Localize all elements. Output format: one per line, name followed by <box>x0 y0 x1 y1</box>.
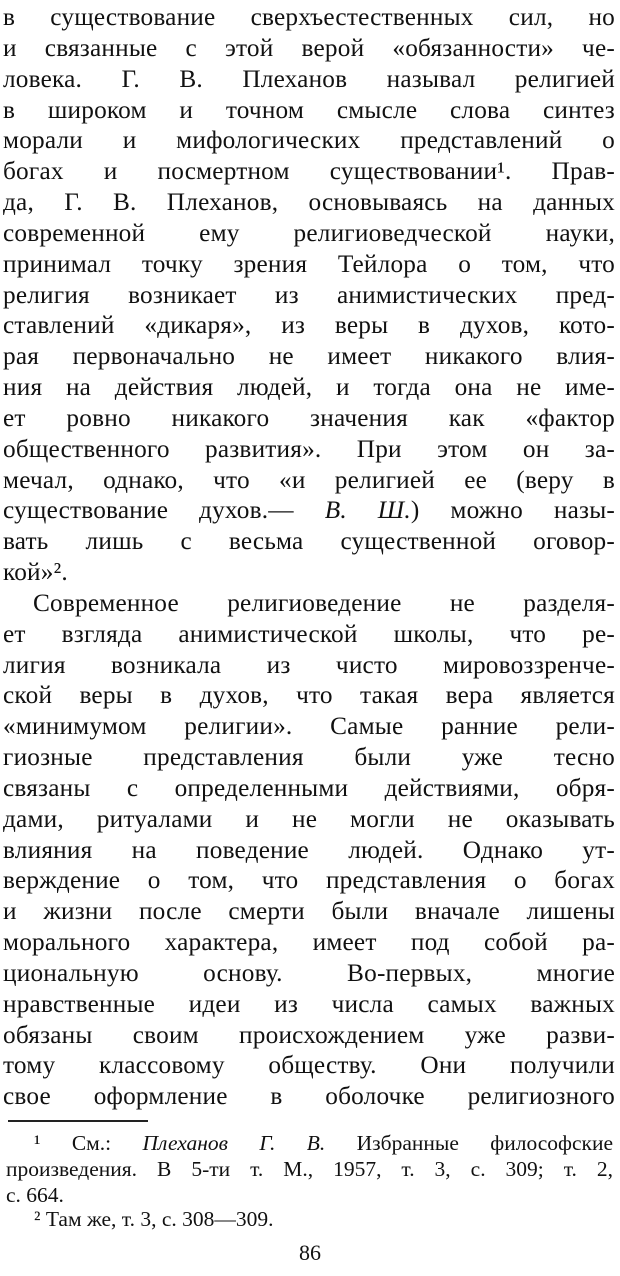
text-line: и жизни после смерти были вначале лишены <box>3 897 615 926</box>
text-line: обязаны своим происхождением уже разви- <box>3 1020 615 1049</box>
text-line: морали и мифологических представлений о <box>3 126 615 155</box>
page-number: 86 <box>299 1240 321 1265</box>
footnote-line: произведения. В 5-ти т. М., 1957, т. 3, с. 309; т. 2, <box>6 1157 613 1181</box>
text-line: да, Г. В. Плеханов, основываясь на данных <box>3 188 615 216</box>
text-line: религия возникает из анимистических пред- <box>3 280 615 309</box>
text-line: ской веры в духов, что такая вера является <box>3 681 615 710</box>
text-line: рая первоначально не имеет никакого влия- <box>3 342 615 371</box>
text-line: в широком и точном смысле слова синтез <box>3 95 615 124</box>
text-line: Современное религиоведение не разделя- <box>33 588 615 617</box>
text-line: гиозные представления были уже тесно <box>3 743 615 771</box>
italic-span: Плеханов Г. В. <box>142 1131 326 1155</box>
text-line: нравственные идеи из числа самых важных <box>3 989 615 1018</box>
text-line: современной ему религиоведческой науки, <box>3 218 615 247</box>
text-line: связаны с определенными действиями, обря- <box>3 773 615 802</box>
italic-span: В. Ш. <box>324 496 411 525</box>
text-line: «минимумом религии». Самые ранние рели- <box>3 712 615 741</box>
footnote-line: ¹ См.: Плеханов Г. В. Избранные философские <box>34 1131 614 1155</box>
text-line: морального характера, имеет под собой ра- <box>3 928 615 956</box>
text-line: вать лишь с весьма существенной оговор- <box>3 527 615 556</box>
footnote-line: ² Там же, т. 3, с. 308—309. <box>34 1207 274 1231</box>
text-line: общественного развития». При этом он за- <box>3 434 615 463</box>
text-line: циональную основу. Во-первых, многие <box>3 958 615 987</box>
text-line: ет ровно никакого значения как «фактор <box>3 403 615 432</box>
text-line: дами, ритуалами и не могли не оказывать <box>3 804 615 833</box>
text-line: мечал, однако, что «и религией ее (веру в <box>3 465 615 494</box>
text-line: ет взгляда анимистической школы, что ре- <box>3 619 615 648</box>
text-line: лигия возникала из чисто мировоззренче- <box>3 650 615 679</box>
footnote-line: с. 664. <box>6 1183 64 1207</box>
text-line: ставлений «дикаря», из веры в духов, кото- <box>3 311 615 340</box>
text-line: существование духов.— В. Ш.) можно назы- <box>3 496 616 525</box>
text-line: верждение о том, что представления о богах <box>3 866 615 895</box>
text-line: ловека. Г. В. Плеханов называл религией <box>3 64 615 93</box>
text-line: свое оформление в оболочке религиозного <box>3 1082 615 1111</box>
text-line: принимал точку зрения Тейлора о том, что <box>3 249 615 278</box>
text-line: ния на действия людей, и тогда она не име- <box>3 373 615 401</box>
text-line: влияния на поведение людей. Однако ут- <box>3 835 615 864</box>
footnote-separator <box>8 1120 148 1122</box>
text-line: в существование сверхъестественных сил, но <box>3 3 615 31</box>
text-line: тому классовому обществу. Они получили <box>3 1051 615 1080</box>
text-line: и связанные с этой верой «обязанности» че- <box>3 33 615 62</box>
text-line: кой»². <box>3 558 68 586</box>
text-line: богах и посмертном существовании¹. Прав- <box>3 157 615 186</box>
